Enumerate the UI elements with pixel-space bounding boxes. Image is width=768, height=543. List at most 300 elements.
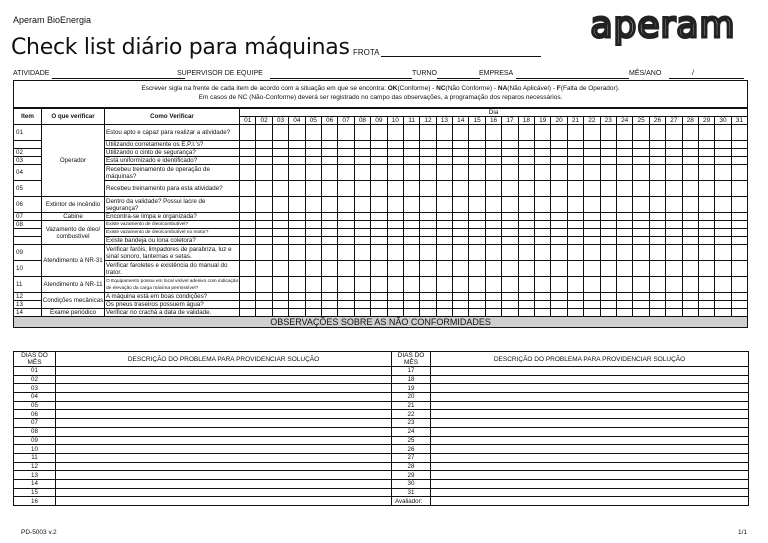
day-check-cell[interactable] bbox=[403, 197, 419, 213]
obs-desc-left[interactable] bbox=[56, 471, 392, 480]
day-check-cell[interactable] bbox=[240, 221, 256, 229]
day-check-cell[interactable] bbox=[616, 221, 632, 229]
day-check-cell[interactable] bbox=[502, 141, 518, 149]
day-check-cell[interactable] bbox=[453, 229, 469, 237]
day-check-cell[interactable] bbox=[436, 157, 452, 165]
day-check-cell[interactable] bbox=[731, 165, 747, 181]
day-check-cell[interactable] bbox=[535, 149, 551, 157]
day-check-cell[interactable] bbox=[240, 301, 256, 309]
obs-desc-right[interactable] bbox=[431, 384, 749, 393]
day-check-cell[interactable] bbox=[453, 309, 469, 317]
day-check-cell[interactable] bbox=[403, 165, 419, 181]
day-check-cell[interactable] bbox=[354, 125, 370, 141]
day-check-cell[interactable] bbox=[584, 309, 600, 317]
day-check-cell[interactable] bbox=[485, 125, 501, 141]
day-check-cell[interactable] bbox=[584, 301, 600, 309]
day-check-cell[interactable] bbox=[469, 237, 485, 245]
day-check-cell[interactable] bbox=[289, 141, 305, 149]
day-check-cell[interactable] bbox=[616, 277, 632, 293]
day-check-cell[interactable] bbox=[584, 261, 600, 277]
day-check-cell[interactable] bbox=[698, 261, 714, 277]
day-check-cell[interactable] bbox=[600, 301, 616, 309]
day-check-cell[interactable] bbox=[469, 157, 485, 165]
day-check-cell[interactable] bbox=[600, 309, 616, 317]
day-check-cell[interactable] bbox=[600, 197, 616, 213]
day-check-cell[interactable] bbox=[551, 213, 567, 221]
obs-desc-right[interactable] bbox=[431, 393, 749, 402]
day-check-cell[interactable] bbox=[502, 125, 518, 141]
obs-desc-left[interactable] bbox=[56, 427, 392, 436]
day-check-cell[interactable] bbox=[502, 277, 518, 293]
day-check-cell[interactable] bbox=[682, 197, 698, 213]
day-check-cell[interactable] bbox=[715, 197, 731, 213]
day-check-cell[interactable] bbox=[682, 181, 698, 197]
day-check-cell[interactable] bbox=[485, 245, 501, 261]
day-check-cell[interactable] bbox=[436, 309, 452, 317]
day-check-cell[interactable] bbox=[715, 125, 731, 141]
day-check-cell[interactable] bbox=[502, 221, 518, 229]
day-check-cell[interactable] bbox=[682, 157, 698, 165]
day-check-cell[interactable] bbox=[518, 245, 534, 261]
day-check-cell[interactable] bbox=[567, 181, 583, 197]
day-check-cell[interactable] bbox=[535, 213, 551, 221]
day-check-cell[interactable] bbox=[715, 309, 731, 317]
day-check-cell[interactable] bbox=[551, 125, 567, 141]
day-check-cell[interactable] bbox=[551, 141, 567, 149]
day-check-cell[interactable] bbox=[535, 221, 551, 229]
day-check-cell[interactable] bbox=[469, 125, 485, 141]
day-check-cell[interactable] bbox=[321, 261, 337, 277]
day-check-cell[interactable] bbox=[272, 141, 288, 149]
day-check-cell[interactable] bbox=[354, 141, 370, 149]
day-check-cell[interactable] bbox=[715, 237, 731, 245]
day-check-cell[interactable] bbox=[289, 181, 305, 197]
day-check-cell[interactable] bbox=[272, 165, 288, 181]
day-check-cell[interactable] bbox=[469, 165, 485, 181]
day-check-cell[interactable] bbox=[403, 293, 419, 301]
day-check-cell[interactable] bbox=[420, 245, 436, 261]
day-check-cell[interactable] bbox=[420, 141, 436, 149]
day-check-cell[interactable] bbox=[289, 149, 305, 157]
day-check-cell[interactable] bbox=[584, 181, 600, 197]
day-check-cell[interactable] bbox=[731, 197, 747, 213]
day-check-cell[interactable] bbox=[256, 165, 272, 181]
day-check-cell[interactable] bbox=[485, 301, 501, 309]
day-check-cell[interactable] bbox=[502, 149, 518, 157]
day-check-cell[interactable] bbox=[240, 309, 256, 317]
day-check-cell[interactable] bbox=[256, 157, 272, 165]
day-check-cell[interactable] bbox=[616, 245, 632, 261]
day-check-cell[interactable] bbox=[469, 149, 485, 157]
day-check-cell[interactable] bbox=[584, 221, 600, 229]
day-check-cell[interactable] bbox=[256, 213, 272, 221]
day-check-cell[interactable] bbox=[436, 221, 452, 229]
day-check-cell[interactable] bbox=[698, 293, 714, 301]
day-check-cell[interactable] bbox=[354, 157, 370, 165]
day-check-cell[interactable] bbox=[403, 309, 419, 317]
day-check-cell[interactable] bbox=[600, 125, 616, 141]
day-check-cell[interactable] bbox=[567, 301, 583, 309]
day-check-cell[interactable] bbox=[371, 125, 387, 141]
day-check-cell[interactable] bbox=[403, 141, 419, 149]
day-check-cell[interactable] bbox=[256, 141, 272, 149]
day-check-cell[interactable] bbox=[535, 277, 551, 293]
day-check-cell[interactable] bbox=[305, 301, 321, 309]
day-check-cell[interactable] bbox=[567, 245, 583, 261]
day-check-cell[interactable] bbox=[551, 181, 567, 197]
day-check-cell[interactable] bbox=[518, 165, 534, 181]
day-check-cell[interactable] bbox=[436, 237, 452, 245]
day-check-cell[interactable] bbox=[256, 277, 272, 293]
day-check-cell[interactable] bbox=[485, 237, 501, 245]
day-check-cell[interactable] bbox=[420, 149, 436, 157]
day-check-cell[interactable] bbox=[338, 301, 354, 309]
day-check-cell[interactable] bbox=[403, 229, 419, 237]
day-check-cell[interactable] bbox=[698, 181, 714, 197]
day-check-cell[interactable] bbox=[305, 293, 321, 301]
day-check-cell[interactable] bbox=[666, 277, 682, 293]
day-check-cell[interactable] bbox=[584, 245, 600, 261]
day-check-cell[interactable] bbox=[633, 165, 649, 181]
day-check-cell[interactable] bbox=[240, 293, 256, 301]
day-check-cell[interactable] bbox=[551, 301, 567, 309]
day-check-cell[interactable] bbox=[600, 181, 616, 197]
day-check-cell[interactable] bbox=[535, 245, 551, 261]
obs-desc-right[interactable] bbox=[431, 471, 749, 480]
day-check-cell[interactable] bbox=[682, 229, 698, 237]
day-check-cell[interactable] bbox=[420, 261, 436, 277]
day-check-cell[interactable] bbox=[551, 197, 567, 213]
day-check-cell[interactable] bbox=[649, 277, 665, 293]
day-check-cell[interactable] bbox=[272, 293, 288, 301]
day-check-cell[interactable] bbox=[518, 221, 534, 229]
day-check-cell[interactable] bbox=[698, 157, 714, 165]
day-check-cell[interactable] bbox=[518, 301, 534, 309]
obs-desc-right[interactable] bbox=[431, 497, 749, 506]
day-check-cell[interactable] bbox=[715, 229, 731, 237]
day-check-cell[interactable] bbox=[272, 181, 288, 197]
day-check-cell[interactable] bbox=[256, 149, 272, 157]
day-check-cell[interactable] bbox=[469, 197, 485, 213]
day-check-cell[interactable] bbox=[371, 165, 387, 181]
day-check-cell[interactable] bbox=[682, 277, 698, 293]
day-check-cell[interactable] bbox=[371, 213, 387, 221]
day-check-cell[interactable] bbox=[649, 245, 665, 261]
day-check-cell[interactable] bbox=[289, 157, 305, 165]
day-check-cell[interactable] bbox=[535, 293, 551, 301]
day-check-cell[interactable] bbox=[584, 293, 600, 301]
day-check-cell[interactable] bbox=[715, 261, 731, 277]
day-check-cell[interactable] bbox=[436, 125, 452, 141]
day-check-cell[interactable] bbox=[485, 309, 501, 317]
day-check-cell[interactable] bbox=[551, 309, 567, 317]
day-check-cell[interactable] bbox=[469, 309, 485, 317]
day-check-cell[interactable] bbox=[272, 309, 288, 317]
day-check-cell[interactable] bbox=[469, 293, 485, 301]
day-check-cell[interactable] bbox=[731, 245, 747, 261]
day-check-cell[interactable] bbox=[518, 141, 534, 149]
day-check-cell[interactable] bbox=[485, 213, 501, 221]
day-check-cell[interactable] bbox=[600, 261, 616, 277]
day-check-cell[interactable] bbox=[240, 157, 256, 165]
day-check-cell[interactable] bbox=[698, 229, 714, 237]
day-check-cell[interactable] bbox=[403, 181, 419, 197]
day-check-cell[interactable] bbox=[305, 213, 321, 221]
day-check-cell[interactable] bbox=[485, 221, 501, 229]
day-check-cell[interactable] bbox=[371, 277, 387, 293]
day-check-cell[interactable] bbox=[387, 149, 403, 157]
day-check-cell[interactable] bbox=[731, 125, 747, 141]
day-check-cell[interactable] bbox=[305, 157, 321, 165]
day-check-cell[interactable] bbox=[387, 301, 403, 309]
obs-desc-left[interactable] bbox=[56, 384, 392, 393]
day-check-cell[interactable] bbox=[649, 181, 665, 197]
day-check-cell[interactable] bbox=[649, 309, 665, 317]
day-check-cell[interactable] bbox=[338, 165, 354, 181]
day-check-cell[interactable] bbox=[584, 229, 600, 237]
day-check-cell[interactable] bbox=[715, 293, 731, 301]
day-check-cell[interactable] bbox=[682, 149, 698, 157]
day-check-cell[interactable] bbox=[502, 181, 518, 197]
day-check-cell[interactable] bbox=[535, 181, 551, 197]
day-check-cell[interactable] bbox=[436, 293, 452, 301]
day-check-cell[interactable] bbox=[305, 229, 321, 237]
day-check-cell[interactable] bbox=[289, 125, 305, 141]
day-check-cell[interactable] bbox=[354, 245, 370, 261]
day-check-cell[interactable] bbox=[420, 165, 436, 181]
day-check-cell[interactable] bbox=[240, 149, 256, 157]
day-check-cell[interactable] bbox=[567, 229, 583, 237]
day-check-cell[interactable] bbox=[321, 157, 337, 165]
day-check-cell[interactable] bbox=[485, 157, 501, 165]
day-check-cell[interactable] bbox=[289, 309, 305, 317]
day-check-cell[interactable] bbox=[502, 213, 518, 221]
day-check-cell[interactable] bbox=[616, 125, 632, 141]
day-check-cell[interactable] bbox=[616, 141, 632, 149]
day-check-cell[interactable] bbox=[518, 213, 534, 221]
day-check-cell[interactable] bbox=[354, 293, 370, 301]
day-check-cell[interactable] bbox=[436, 181, 452, 197]
obs-desc-right[interactable] bbox=[431, 488, 749, 497]
day-check-cell[interactable] bbox=[633, 261, 649, 277]
day-check-cell[interactable] bbox=[453, 125, 469, 141]
day-check-cell[interactable] bbox=[518, 149, 534, 157]
day-check-cell[interactable] bbox=[387, 197, 403, 213]
day-check-cell[interactable] bbox=[633, 141, 649, 149]
day-check-cell[interactable] bbox=[698, 245, 714, 261]
day-check-cell[interactable] bbox=[321, 293, 337, 301]
day-check-cell[interactable] bbox=[567, 165, 583, 181]
day-check-cell[interactable] bbox=[551, 277, 567, 293]
day-check-cell[interactable] bbox=[403, 245, 419, 261]
day-check-cell[interactable] bbox=[715, 149, 731, 157]
day-check-cell[interactable] bbox=[321, 237, 337, 245]
day-check-cell[interactable] bbox=[453, 165, 469, 181]
day-check-cell[interactable] bbox=[649, 261, 665, 277]
day-check-cell[interactable] bbox=[371, 309, 387, 317]
day-check-cell[interactable] bbox=[420, 237, 436, 245]
obs-desc-right[interactable] bbox=[431, 453, 749, 462]
day-check-cell[interactable] bbox=[666, 197, 682, 213]
day-check-cell[interactable] bbox=[436, 165, 452, 181]
day-check-cell[interactable] bbox=[682, 213, 698, 221]
day-check-cell[interactable] bbox=[518, 197, 534, 213]
obs-desc-right[interactable] bbox=[431, 375, 749, 384]
day-check-cell[interactable] bbox=[305, 125, 321, 141]
obs-desc-right[interactable] bbox=[431, 419, 749, 428]
day-check-cell[interactable] bbox=[289, 197, 305, 213]
day-check-cell[interactable] bbox=[731, 237, 747, 245]
day-check-cell[interactable] bbox=[666, 237, 682, 245]
day-check-cell[interactable] bbox=[371, 149, 387, 157]
day-check-cell[interactable] bbox=[469, 213, 485, 221]
day-check-cell[interactable] bbox=[338, 277, 354, 293]
day-check-cell[interactable] bbox=[321, 149, 337, 157]
day-check-cell[interactable] bbox=[453, 301, 469, 309]
day-check-cell[interactable] bbox=[616, 197, 632, 213]
day-check-cell[interactable] bbox=[240, 245, 256, 261]
day-check-cell[interactable] bbox=[584, 165, 600, 181]
day-check-cell[interactable] bbox=[354, 181, 370, 197]
day-check-cell[interactable] bbox=[502, 197, 518, 213]
day-check-cell[interactable] bbox=[698, 301, 714, 309]
day-check-cell[interactable] bbox=[338, 213, 354, 221]
day-check-cell[interactable] bbox=[584, 213, 600, 221]
day-check-cell[interactable] bbox=[485, 181, 501, 197]
day-check-cell[interactable] bbox=[420, 277, 436, 293]
day-check-cell[interactable] bbox=[321, 181, 337, 197]
day-check-cell[interactable] bbox=[485, 229, 501, 237]
day-check-cell[interactable] bbox=[731, 181, 747, 197]
day-check-cell[interactable] bbox=[338, 237, 354, 245]
day-check-cell[interactable] bbox=[502, 229, 518, 237]
day-check-cell[interactable] bbox=[387, 277, 403, 293]
day-check-cell[interactable] bbox=[567, 141, 583, 149]
day-check-cell[interactable] bbox=[698, 277, 714, 293]
day-check-cell[interactable] bbox=[616, 301, 632, 309]
day-check-cell[interactable] bbox=[698, 309, 714, 317]
day-check-cell[interactable] bbox=[485, 197, 501, 213]
day-check-cell[interactable] bbox=[469, 277, 485, 293]
day-check-cell[interactable] bbox=[338, 157, 354, 165]
day-check-cell[interactable] bbox=[551, 157, 567, 165]
day-check-cell[interactable] bbox=[321, 245, 337, 261]
day-check-cell[interactable] bbox=[616, 229, 632, 237]
day-check-cell[interactable] bbox=[666, 293, 682, 301]
day-check-cell[interactable] bbox=[518, 237, 534, 245]
day-check-cell[interactable] bbox=[535, 157, 551, 165]
day-check-cell[interactable] bbox=[354, 213, 370, 221]
obs-desc-left[interactable] bbox=[56, 410, 392, 419]
day-check-cell[interactable] bbox=[600, 213, 616, 221]
day-check-cell[interactable] bbox=[338, 149, 354, 157]
day-check-cell[interactable] bbox=[649, 157, 665, 165]
day-check-cell[interactable] bbox=[436, 141, 452, 149]
day-check-cell[interactable] bbox=[633, 149, 649, 157]
day-check-cell[interactable] bbox=[387, 293, 403, 301]
day-check-cell[interactable] bbox=[354, 277, 370, 293]
obs-desc-left[interactable] bbox=[56, 462, 392, 471]
day-check-cell[interactable] bbox=[272, 277, 288, 293]
day-check-cell[interactable] bbox=[272, 301, 288, 309]
obs-desc-left[interactable] bbox=[56, 488, 392, 497]
day-check-cell[interactable] bbox=[584, 157, 600, 165]
day-check-cell[interactable] bbox=[453, 237, 469, 245]
day-check-cell[interactable] bbox=[633, 213, 649, 221]
day-check-cell[interactable] bbox=[485, 293, 501, 301]
day-check-cell[interactable] bbox=[354, 229, 370, 237]
day-check-cell[interactable] bbox=[535, 309, 551, 317]
day-check-cell[interactable] bbox=[649, 165, 665, 181]
day-check-cell[interactable] bbox=[403, 277, 419, 293]
day-check-cell[interactable] bbox=[649, 237, 665, 245]
day-check-cell[interactable] bbox=[682, 309, 698, 317]
day-check-cell[interactable] bbox=[551, 229, 567, 237]
day-check-cell[interactable] bbox=[305, 237, 321, 245]
day-check-cell[interactable] bbox=[321, 213, 337, 221]
day-check-cell[interactable] bbox=[289, 277, 305, 293]
day-check-cell[interactable] bbox=[600, 277, 616, 293]
day-check-cell[interactable] bbox=[616, 261, 632, 277]
day-check-cell[interactable] bbox=[633, 229, 649, 237]
day-check-cell[interactable] bbox=[338, 141, 354, 149]
day-check-cell[interactable] bbox=[502, 165, 518, 181]
day-check-cell[interactable] bbox=[272, 261, 288, 277]
day-check-cell[interactable] bbox=[616, 181, 632, 197]
obs-desc-left[interactable] bbox=[56, 367, 392, 376]
day-check-cell[interactable] bbox=[682, 293, 698, 301]
day-check-cell[interactable] bbox=[469, 181, 485, 197]
obs-desc-right[interactable] bbox=[431, 367, 749, 376]
day-check-cell[interactable] bbox=[272, 197, 288, 213]
day-check-cell[interactable] bbox=[731, 141, 747, 149]
day-check-cell[interactable] bbox=[272, 149, 288, 157]
day-check-cell[interactable] bbox=[584, 277, 600, 293]
day-check-cell[interactable] bbox=[682, 141, 698, 149]
day-check-cell[interactable] bbox=[453, 149, 469, 157]
day-check-cell[interactable] bbox=[453, 293, 469, 301]
day-check-cell[interactable] bbox=[321, 301, 337, 309]
day-check-cell[interactable] bbox=[600, 141, 616, 149]
day-check-cell[interactable] bbox=[616, 293, 632, 301]
obs-desc-right[interactable] bbox=[431, 462, 749, 471]
day-check-cell[interactable] bbox=[469, 221, 485, 229]
day-check-cell[interactable] bbox=[633, 245, 649, 261]
day-check-cell[interactable] bbox=[305, 277, 321, 293]
day-check-cell[interactable] bbox=[731, 293, 747, 301]
day-check-cell[interactable] bbox=[666, 125, 682, 141]
day-check-cell[interactable] bbox=[272, 221, 288, 229]
day-check-cell[interactable] bbox=[518, 181, 534, 197]
day-check-cell[interactable] bbox=[403, 149, 419, 157]
day-check-cell[interactable] bbox=[715, 141, 731, 149]
day-check-cell[interactable] bbox=[338, 125, 354, 141]
day-check-cell[interactable] bbox=[518, 293, 534, 301]
day-check-cell[interactable] bbox=[387, 237, 403, 245]
day-check-cell[interactable] bbox=[436, 261, 452, 277]
day-check-cell[interactable] bbox=[338, 245, 354, 261]
day-check-cell[interactable] bbox=[305, 165, 321, 181]
day-check-cell[interactable] bbox=[272, 213, 288, 221]
day-check-cell[interactable] bbox=[633, 157, 649, 165]
day-check-cell[interactable] bbox=[403, 221, 419, 229]
day-check-cell[interactable] bbox=[403, 157, 419, 165]
obs-desc-right[interactable] bbox=[431, 479, 749, 488]
day-check-cell[interactable] bbox=[453, 181, 469, 197]
day-check-cell[interactable] bbox=[453, 197, 469, 213]
day-check-cell[interactable] bbox=[305, 261, 321, 277]
day-check-cell[interactable] bbox=[289, 229, 305, 237]
